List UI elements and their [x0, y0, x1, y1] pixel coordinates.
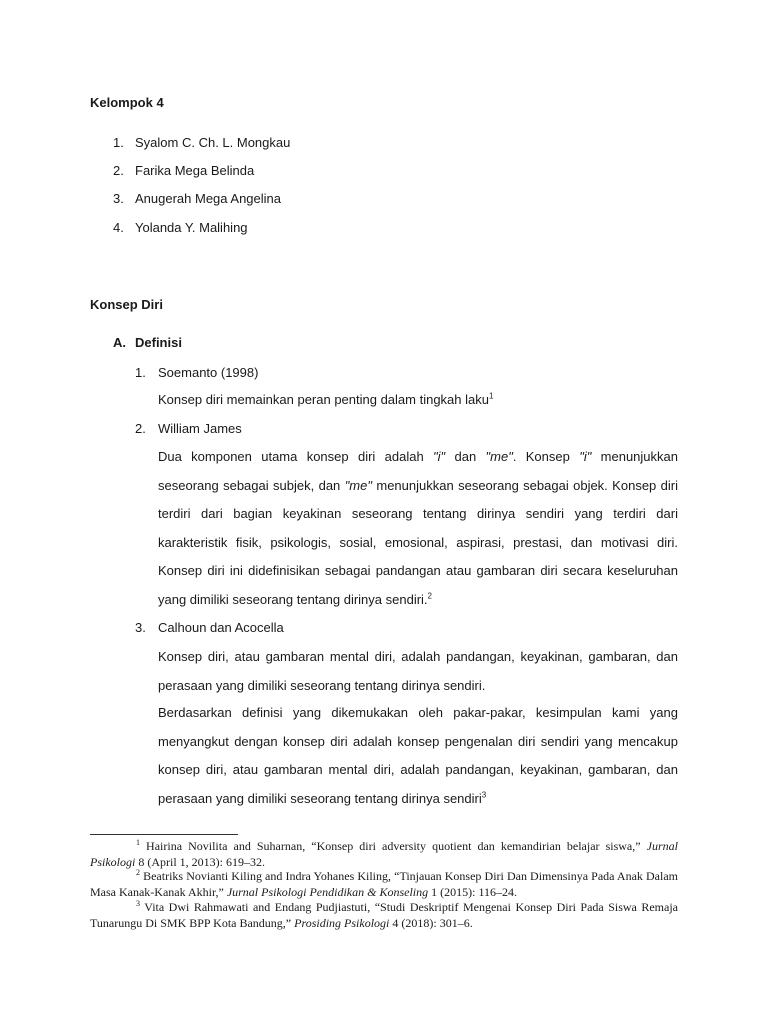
footnote-ref: 1 — [488, 391, 494, 401]
section-title: Konsep Diri — [90, 297, 163, 312]
item-number: 2. — [135, 421, 146, 436]
member-number: 1. — [113, 135, 124, 150]
footnote: $^2$ Beatriks Novianti Kiling and Indra Yohanes Kiling, “Tinjauan Konsep Diri Dan Dimensinya Pada Anak Dalam Masa Kanak-Kanak Akhir,” Jurnal Psikologi Pendidikan & Konseling 1 (2015): 116–24. — [90, 868, 678, 899]
item-number: 1. — [135, 365, 146, 380]
member-name: Yolanda Y. Malihing — [135, 220, 248, 235]
member-number: 4. — [113, 220, 124, 235]
footnote-divider — [90, 834, 238, 835]
group-title: Kelompok 4 — [90, 95, 164, 110]
footnote: $^3$ Vita Dwi Rahmawati and Endang Pudjiastuti, “Studi Deskriptif Mengenai Konsep Diri Pada Siswa Remaja Tunarungu Di SMK BPP Kota Bandung,” Prosiding Psikologi 4 (2018): 301–6. — [90, 899, 678, 930]
subsection-letter: A. — [113, 335, 126, 350]
item-paragraph: Konsep diri, atau gambaran mental diri, adalah pandangan, keyakinan, gambaran, dan perasaan yang dimiliki seseorang tentang dirinya sendiri. — [158, 649, 678, 693]
item-number: 3. — [135, 620, 146, 635]
member-number: 2. — [113, 163, 124, 178]
item-heading: William James — [158, 421, 242, 436]
subsection-title: Definisi — [135, 335, 182, 350]
member-name: Syalom C. Ch. L. Mongkau — [135, 135, 291, 150]
item-paragraph: Dua komponen utama konsep diri adalah "i" dan "me". Konsep "i" menunjukkan seseorang sebagai subjek, dan "me" menunjukkan seseorang sebagai objek. Konsep diri terdiri dari bagian keyakinan seseorang tentang dirinya sendiri yang terdiri dari karakteristik fisik, psikologis, sosial, emosional, aspirasi, prestasi, dan motivasi diri. Konsep diri ini didefinisikan sebagai pandangan atau gambaran diri secara keseluruhan yang dimiliki seseorang tentang dirinya sendiri.$^2$ — [158, 449, 678, 607]
member-name: Anugerah Mega Angelina — [135, 191, 282, 206]
footnote: $^1$ Hairina Novilita and Suharnan, “Konsep diri adversity quotient dan kemandirian belajar siswa,” Jurnal Psikologi 8 (April 1, 2013): 619–32. — [90, 838, 678, 869]
footnote-ref: 2 — [427, 591, 432, 601]
item-heading: Calhoun dan Acocella — [158, 620, 284, 635]
member-number: 3. — [113, 191, 124, 206]
conclusion-paragraph: Berdasarkan definisi yang dikemukakan oleh pakar-pakar, kesimpulan kami yang menyangkut dengan konsep diri adalah konsep pengenalan diri sendiri yang mencakup konsep diri, atau gambaran mental diri, adalah pandangan, keyakinan, gambaran, dan perasaan yang dimiliki seseorang tentang dirinya sendiri$^3$ — [158, 705, 678, 806]
member-name: Farika Mega Belinda — [135, 163, 255, 178]
item-text: Konsep diri memainkan peran penting dalam tingkah laku$^1$ — [158, 391, 494, 407]
item-heading: Soemanto (1998) — [158, 365, 259, 380]
footnote-ref: 3 — [481, 790, 487, 800]
